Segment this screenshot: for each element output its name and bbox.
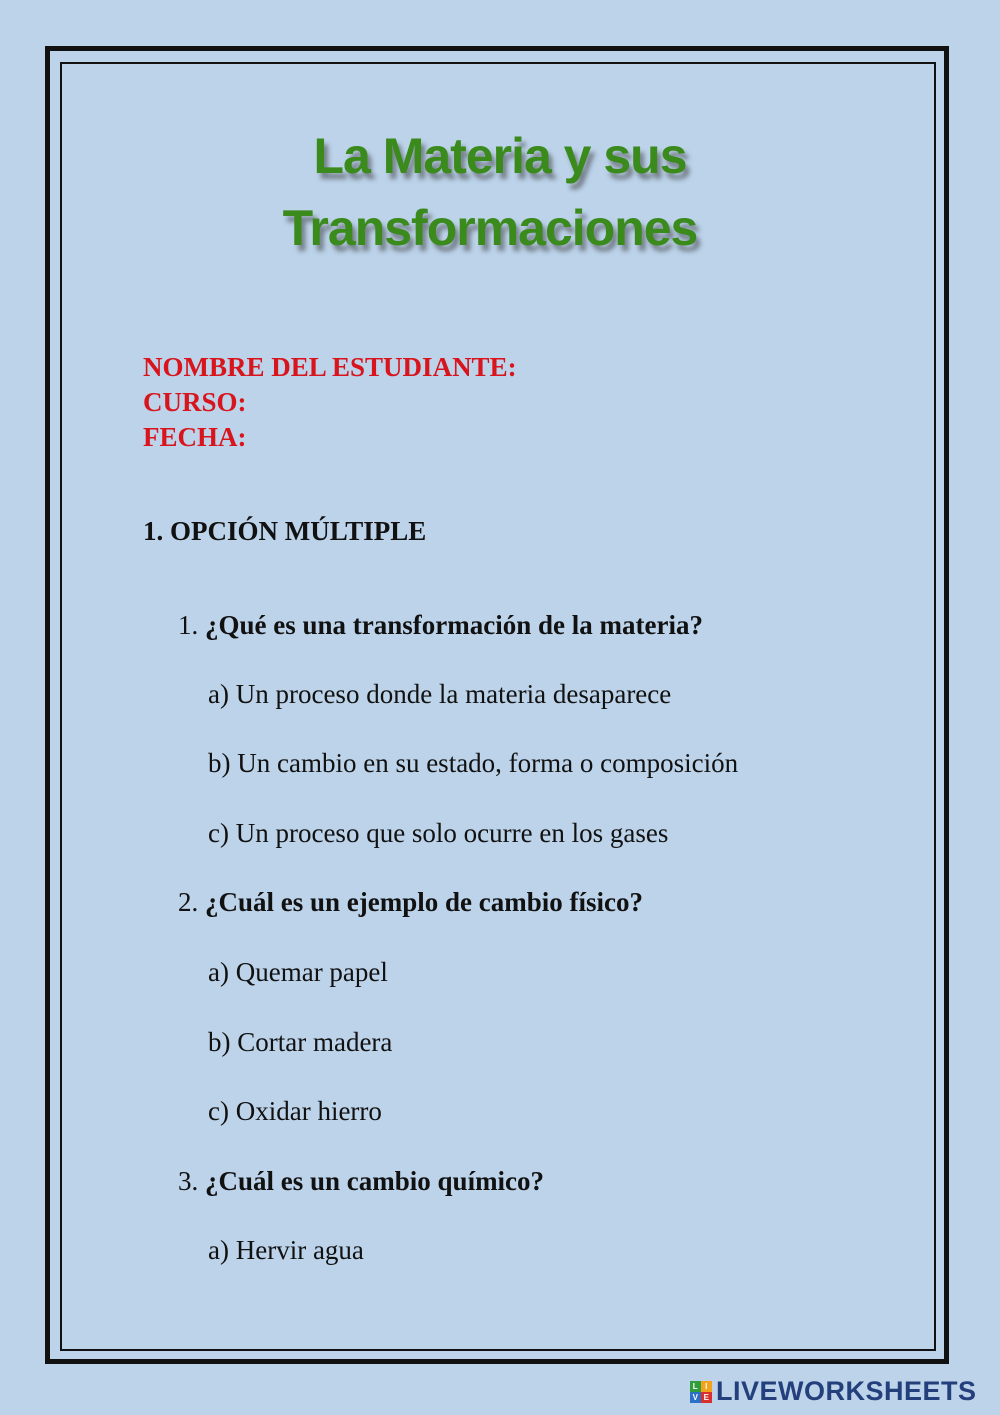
question-3-option-a[interactable]: a) Hervir agua (208, 1235, 364, 1265)
question-text: ¿Cuál es un cambio químico? (205, 1166, 545, 1196)
course-label: CURSO: (143, 387, 247, 417)
logo-letter-v: V (690, 1392, 701, 1403)
question-1-option-a[interactable]: a) Un proceso donde la materia desaparece (208, 679, 672, 709)
logo-letter-e: E (701, 1392, 712, 1403)
question-1-option-c[interactable]: c) Un proceso que solo ocurre en los gases (208, 818, 669, 848)
question-number: 1. (178, 610, 199, 640)
question-text: ¿Qué es una transformación de la materia? (205, 610, 703, 640)
date-label: FECHA: (143, 422, 247, 452)
section-title: 1. OPCIÓN MÚLTIPLE (143, 516, 427, 546)
liveworksheets-logo-icon (690, 1381, 712, 1403)
question-1-option-b[interactable]: b) Un cambio en su estado, forma o composición (208, 748, 739, 778)
question-number: 2. (178, 887, 199, 917)
logo-letter-l: L (690, 1381, 701, 1392)
question-2-option-c[interactable]: c) Oxidar hierro (208, 1096, 382, 1126)
logo-letter-i: I (701, 1381, 712, 1392)
question-text: ¿Cuál es un ejemplo de cambio físico? (205, 887, 643, 917)
question-2-option-b[interactable]: b) Cortar madera (208, 1027, 393, 1057)
question-2-option-a[interactable]: a) Quemar papel (208, 957, 388, 987)
question-3 (178, 1166, 544, 1197)
question-1 (178, 610, 703, 641)
student-name-label: NOMBRE DEL ESTUDIANTE: (143, 352, 517, 382)
question-number: 3. (178, 1166, 199, 1196)
liveworksheets-logo[interactable] (690, 1376, 977, 1407)
worksheet-title-line-1: La Materia y sus (313, 128, 687, 184)
question-2 (178, 887, 643, 918)
worksheet-title-line-2: Transformaciones (282, 200, 698, 256)
liveworksheets-wordmark: LIVEWORKSHEETS (716, 1376, 977, 1406)
